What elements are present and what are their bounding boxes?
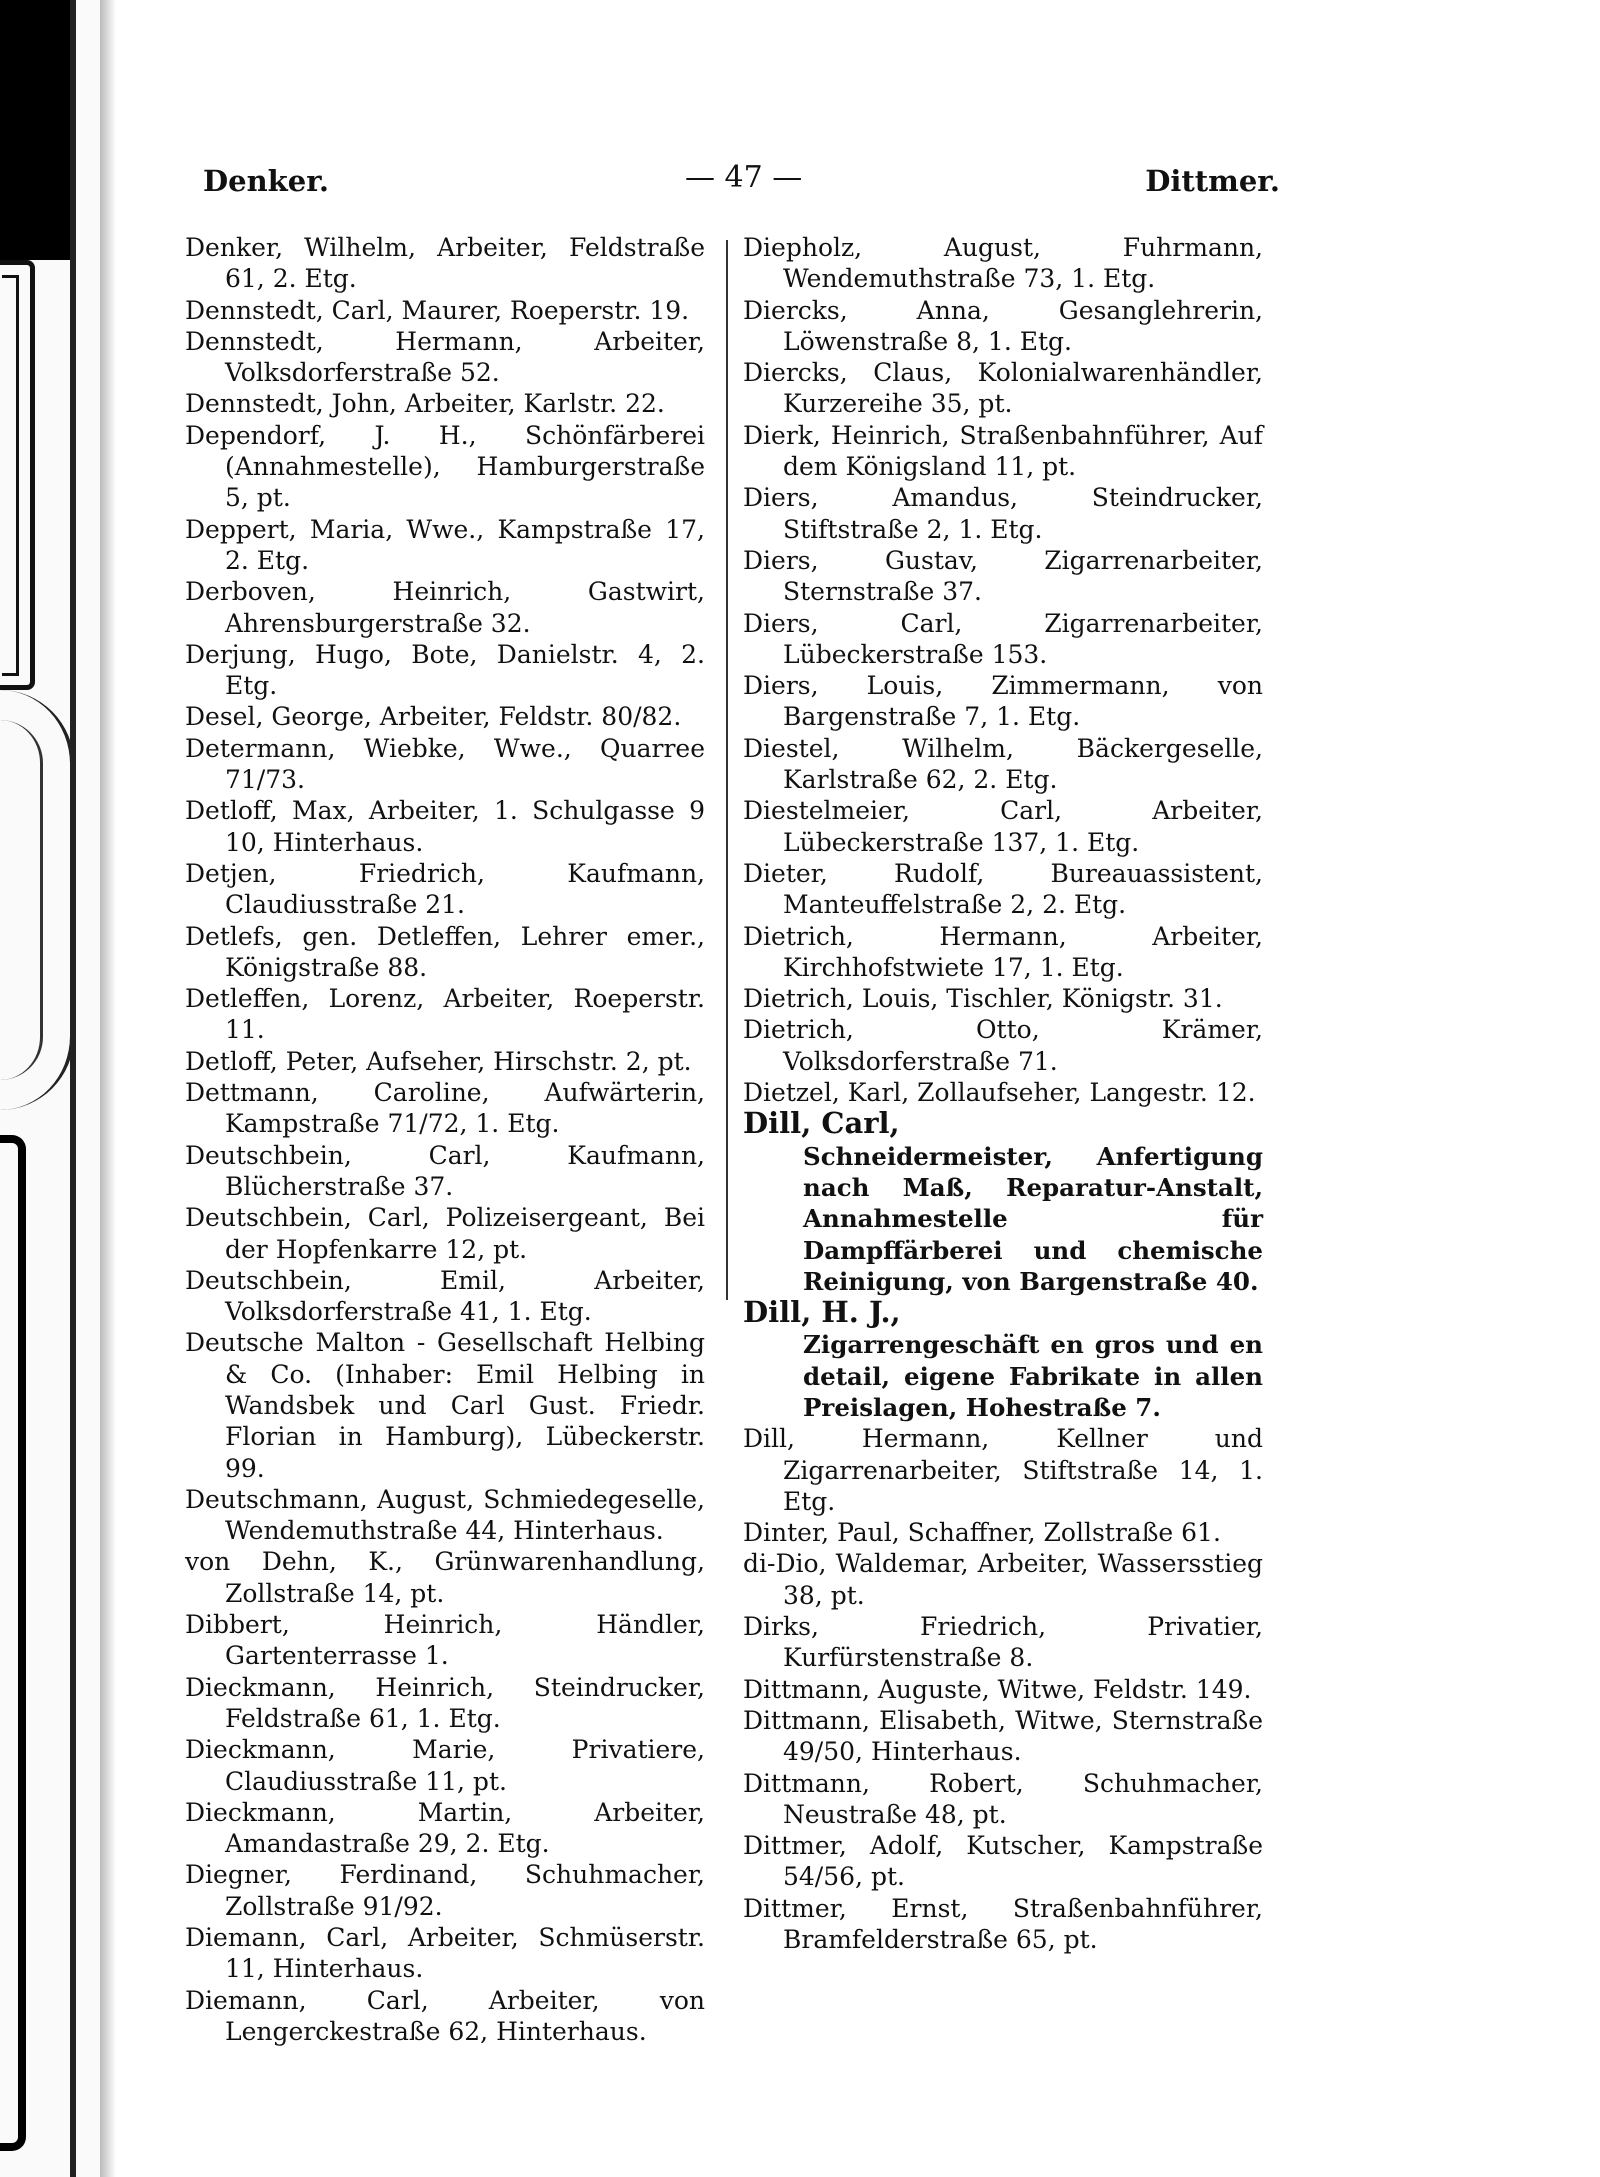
directory-entry: Dennstedt, John, Arbeiter, Karlstr. 22.	[185, 389, 665, 419]
binding-margin	[0, 0, 115, 2177]
directory-entry: Diers, Amandus, Steindrucker, Stiftstraße 2, 1. Etg.	[743, 483, 1263, 544]
right-column	[743, 232, 1263, 1955]
directory-entry: Detloff, Max, Arbeiter, 1. Schulgasse 9 10, Hinterhaus.	[185, 796, 705, 857]
advertisement-name: Dill, H. J.,	[743, 1295, 901, 1330]
page-number: — 47 —	[685, 160, 803, 195]
directory-entry: Diers, Carl, Zigarrenarbeiter, Lübeckerstraße 153.	[743, 608, 1263, 669]
directory-entry: Diercks, Claus, Kolonialwarenhändler, Kurzereihe 35, pt.	[743, 358, 1263, 419]
advertisement-entry	[743, 1297, 1263, 1423]
directory-entry: Dirks, Friedrich, Privatier, Kurfürstenstraße 8.	[743, 1612, 1263, 1673]
directory-entry: Dittmann, Robert, Schuhmacher, Neustraße 48, pt.	[743, 1768, 1263, 1829]
border-ornament-curve-inner	[0, 720, 43, 1080]
header-first-entry: Denker.	[203, 164, 329, 198]
directory-entry: Diers, Louis, Zimmermann, von Bargenstraße 7, 1. Etg.	[743, 671, 1263, 732]
directory-entry: Dittmann, Auguste, Witwe, Feldstr. 149.	[743, 1674, 1252, 1704]
directory-entry: Dietrich, Hermann, Arbeiter, Kirchhofstwiete 17, 1. Etg.	[743, 921, 1263, 982]
directory-entry: Dettmann, Caroline, Aufwärterin, Kampstraße 71/72, 1. Etg.	[185, 1078, 705, 1139]
directory-entry: Deutschbein, Carl, Kaufmann, Blücherstraße 37.	[185, 1140, 705, 1201]
directory-entry: Diemann, Carl, Arbeiter, Schmüserstr. 11, Hinterhaus.	[185, 1923, 705, 1984]
directory-entry: Dieckmann, Marie, Privatiere, Claudiusstraße 11, pt.	[185, 1735, 705, 1796]
directory-entry: Diegner, Ferdinand, Schuhmacher, Zollstraße 91/92.	[185, 1860, 705, 1921]
directory-entry: Diestel, Wilhelm, Bäckergeselle, Karlstraße 62, 2. Etg.	[743, 733, 1263, 795]
directory-entry: Dennstedt, Hermann, Arbeiter, Volksdorferstraße 52.	[185, 326, 705, 388]
directory-entry: Dietrich, Otto, Krämer, Volksdorferstraße 71.	[743, 1015, 1263, 1076]
page-gutter	[100, 0, 116, 2177]
directory-entry: Dierk, Heinrich, Straßenbahnführer, Auf dem Königsland 11, pt.	[743, 420, 1263, 482]
left-column	[185, 232, 705, 2047]
directory-entry: Desel, George, Arbeiter, Feldstr. 80/82.	[185, 702, 682, 732]
directory-entry: Dietzel, Karl, Zollaufseher, Langestr. 12.	[743, 1078, 1256, 1108]
advertisement-text: Zigarrengeschäft en gros und en detail, eigene Fabrikate in allen Preislagen, Hohestraße 7.	[803, 1330, 1263, 1422]
directory-entry: Deutschmann, August, Schmiedegeselle, Wendemuthstraße 44, Hinterhaus.	[185, 1484, 705, 1546]
advertisement-name: Dill, Carl,	[743, 1106, 900, 1141]
directory-entry: Detlefs, gen. Detleffen, Lehrer emer., Königstraße 88.	[185, 921, 705, 982]
column-divider	[726, 240, 728, 1300]
directory-entry: Determann, Wiebke, Wwe., Quarree 71/73.	[185, 733, 705, 795]
directory-entry: Dennstedt, Carl, Maurer, Roeperstr. 19.	[185, 295, 690, 325]
directory-entry: Diepholz, August, Fuhrmann, Wendemuthstraße 73, 1. Etg.	[743, 233, 1263, 294]
directory-entry: Dittmann, Elisabeth, Witwe, Sternstraße 49/50, Hinterhaus.	[743, 1705, 1263, 1767]
directory-entry: di-Dio, Waldemar, Arbeiter, Wassersstieg 38, pt.	[743, 1549, 1263, 1610]
directory-entry: Dittmer, Adolf, Kutscher, Kampstraße 54/56, pt.	[743, 1831, 1263, 1892]
directory-entry: Diemann, Carl, Arbeiter, von Lengerckestraße 62, Hinterhaus.	[185, 1985, 705, 2046]
directory-entry: Deppert, Maria, Wwe., Kampstraße 17, 2. Etg.	[185, 514, 705, 575]
directory-entry: von Dehn, K., Grünwarenhandlung, Zollstraße 14, pt.	[185, 1547, 705, 1608]
directory-page	[185, 150, 1280, 2050]
page-edge-shadow	[70, 0, 76, 2177]
directory-entry: Dependorf, J. H., Schönfärberei (Annahmestelle), Hamburgerstraße 5, pt.	[185, 420, 705, 513]
directory-entry: Derjung, Hugo, Bote, Danielstr. 4, 2. Etg.	[185, 639, 705, 701]
directory-entry: Dieckmann, Heinrich, Steindrucker, Feldstraße 61, 1. Etg.	[185, 1672, 705, 1733]
directory-entry: Dietrich, Louis, Tischler, Königstr. 31.	[743, 984, 1223, 1014]
directory-entry: Dinter, Paul, Schaffner, Zollstraße 61.	[743, 1518, 1221, 1548]
directory-entry: Deutschbein, Carl, Polizeisergeant, Bei der Hopfenkarre 12, pt.	[185, 1203, 705, 1264]
directory-entry: Denker, Wilhelm, Arbeiter, Feldstraße 61, 2. Etg.	[185, 233, 705, 294]
directory-entry: Detloff, Peter, Aufseher, Hirschstr. 2, pt.	[185, 1046, 692, 1076]
header-last-entry: Dittmer.	[1145, 164, 1280, 198]
binding-dark-block	[0, 0, 70, 260]
directory-entry: Detjen, Friedrich, Kaufmann, Claudiusstraße 21.	[185, 858, 705, 920]
advertisement-text: Schneidermeister, Anfertigung nach Maß, Reparatur-Anstalt, Annahmestelle für Dampffärberei und chemische Reinigung, von Bargenstraße 40.	[803, 1141, 1263, 1296]
directory-entry: Dibbert, Heinrich, Händler, Gartenterrasse 1.	[185, 1610, 705, 1671]
directory-entry: Derboven, Heinrich, Gastwirt, Ahrensburgerstraße 32.	[185, 577, 705, 638]
directory-entry: Diestelmeier, Carl, Arbeiter, Lübeckerstraße 137, 1. Etg.	[743, 796, 1263, 857]
advertisement-entry	[743, 1108, 1263, 1297]
running-header	[185, 150, 1280, 210]
directory-entry: Dill, Hermann, Kellner und Zigarrenarbeiter, Stiftstraße 14, 1. Etg.	[743, 1424, 1263, 1516]
directory-entry: Diercks, Anna, Gesanglehrerin, Löwenstraße 8, 1. Etg.	[743, 295, 1263, 356]
directory-entry: Dittmer, Ernst, Straßenbahnführer, Bramfelderstraße 65, pt.	[743, 1893, 1263, 1955]
directory-entry: Dieckmann, Martin, Arbeiter, Amandastraße 29, 2. Etg.	[185, 1797, 705, 1859]
directory-entry: Diers, Gustav, Zigarrenarbeiter, Sternstraße 37.	[743, 545, 1263, 607]
border-ornament-bottom	[0, 1135, 26, 2151]
border-ornament-top	[0, 260, 35, 690]
directory-entry: Deutsche Malton - Gesellschaft Helbing & Co. (Inhaber: Emil Helbing in Wandsbek und Carl Gust. Friedr. Florian in Hamburg), Lübeckerstr. 99.	[185, 1328, 705, 1483]
directory-entry: Dieter, Rudolf, Bureauassistent, Manteuffelstraße 2, 2. Etg.	[743, 858, 1263, 920]
directory-entry: Detleffen, Lorenz, Arbeiter, Roeperstr. 11.	[185, 984, 705, 1045]
directory-entry: Deutschbein, Emil, Arbeiter, Volksdorferstraße 41, 1. Etg.	[185, 1265, 705, 1327]
